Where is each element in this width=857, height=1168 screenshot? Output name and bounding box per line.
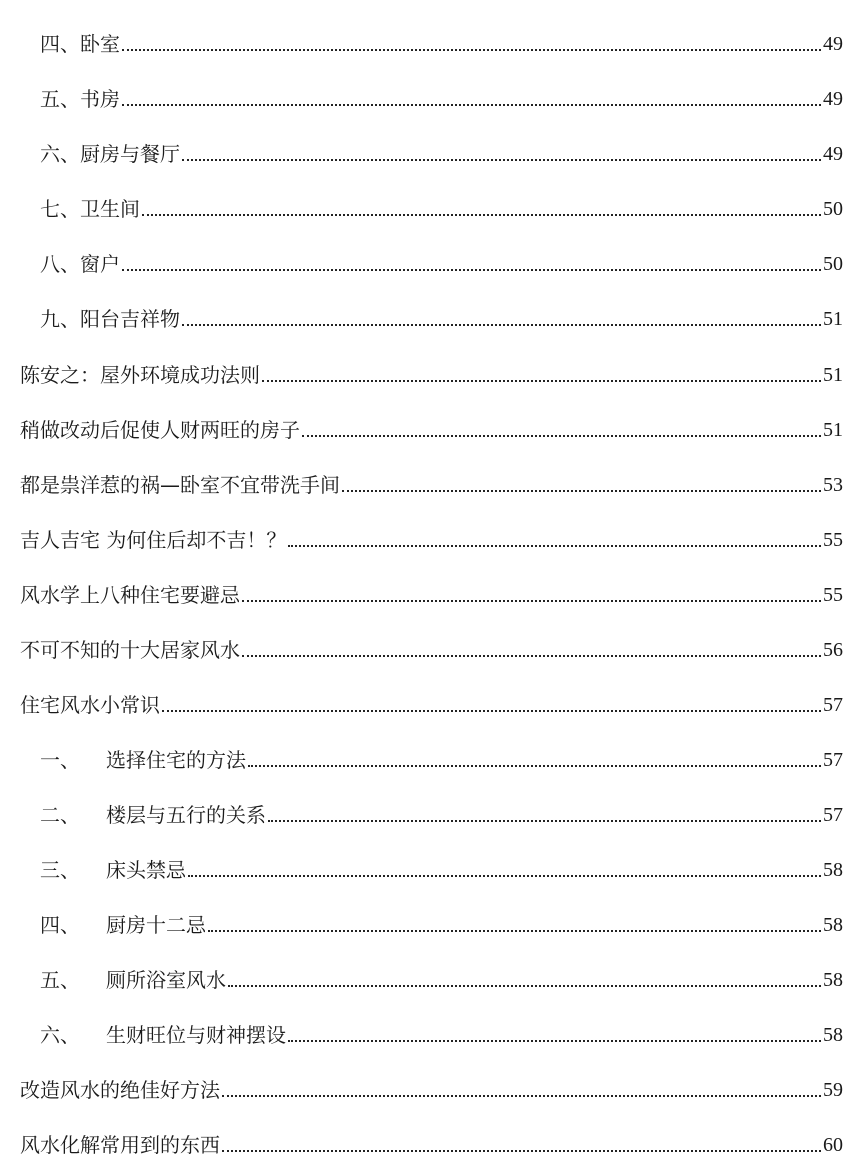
toc-entry-number: 五、 — [40, 968, 80, 992]
toc-entry-title: 风水化解常用到的东西 — [20, 1133, 220, 1157]
toc-entry — [40, 1013, 843, 1047]
toc-entry-title: 都是祟洋惹的祸—卧室不宜带洗手间 — [20, 473, 340, 497]
toc-entry-title: 六、厨房与餐厅 — [40, 142, 180, 166]
toc-entry-title: 陈安之：屋外环境成功法则 — [20, 363, 260, 387]
toc-leader-dots — [262, 380, 821, 382]
toc-entry-title — [40, 913, 206, 937]
toc-entry — [40, 187, 843, 221]
toc-entry-number: 三、 — [40, 858, 80, 882]
toc-entry-page: 51 — [823, 308, 843, 330]
toc-leader-dots — [122, 104, 821, 106]
toc-leader-dots — [222, 1095, 821, 1097]
toc-entry-title — [40, 1023, 286, 1047]
toc-entry — [40, 903, 843, 937]
toc-entry-title — [40, 858, 186, 882]
toc-leader-dots — [228, 985, 821, 987]
toc-entry-number: 六、 — [40, 1023, 80, 1047]
toc-leader-dots — [208, 930, 821, 932]
toc-entry — [20, 1068, 843, 1102]
toc-entry — [20, 518, 843, 552]
toc-entry-title: 稍做改动后促使人财两旺的房子 — [20, 418, 300, 442]
toc-entry — [20, 353, 843, 387]
toc-entry-page: 51 — [823, 364, 843, 386]
toc-entry-text: 床头禁忌 — [106, 858, 186, 882]
toc-entry-title: 吉人吉宅 为何住后却不吉！？ — [20, 528, 287, 552]
toc-leader-dots — [122, 49, 821, 51]
toc-leader-dots — [142, 214, 821, 216]
toc-entry-title: 风水学上八种住宅要避忌 — [20, 583, 240, 607]
toc-entry-page: 57 — [823, 749, 843, 771]
toc-leader-dots — [248, 765, 821, 767]
toc-entry-title: 改造风水的绝佳好方法 — [20, 1078, 220, 1102]
toc-entry — [40, 738, 843, 772]
toc-entry — [40, 242, 843, 276]
toc-entry-page: 49 — [823, 33, 843, 55]
toc-entry-title: 八、窗户 — [40, 252, 120, 276]
toc-leader-dots — [182, 324, 821, 326]
toc-entry — [20, 573, 843, 607]
toc-entry-page: 57 — [823, 694, 843, 716]
toc-entry-page: 58 — [823, 914, 843, 936]
toc-entry-title: 住宅风水小常识 — [20, 693, 160, 717]
toc-entry-text: 生财旺位与财神摆设 — [106, 1023, 286, 1047]
toc-leader-dots — [222, 1150, 821, 1152]
toc-leader-dots — [288, 545, 821, 547]
toc-entry-page: 59 — [823, 1079, 843, 1101]
toc-entry-page: 56 — [823, 639, 843, 661]
toc-entry — [20, 683, 843, 717]
toc-entry-title — [40, 803, 266, 827]
toc-leader-dots — [302, 435, 821, 437]
toc-entry-text: 厨房十二忌 — [106, 913, 206, 937]
toc-entry-text: 选择住宅的方法 — [106, 748, 246, 772]
toc-entry-number: 一、 — [40, 748, 80, 772]
toc-entry — [20, 463, 843, 497]
toc-entry-page: 51 — [823, 419, 843, 441]
toc-leader-dots — [288, 1040, 821, 1042]
toc-entry-page: 53 — [823, 474, 843, 496]
toc-entry — [20, 1123, 843, 1157]
toc-entry-number: 二、 — [40, 803, 80, 827]
toc-entry-number: 四、 — [40, 913, 80, 937]
toc-entry-page: 58 — [823, 859, 843, 881]
toc-entry-page: 49 — [823, 88, 843, 110]
toc-entry — [40, 958, 843, 992]
toc-entry-text: 楼层与五行的关系 — [106, 803, 266, 827]
toc-entry-title: 五、书房 — [40, 87, 120, 111]
toc-leader-dots — [342, 490, 821, 492]
toc-entry — [20, 408, 843, 442]
toc-leader-dots — [242, 655, 821, 657]
toc-entry-page: 58 — [823, 969, 843, 991]
toc-leader-dots — [268, 820, 821, 822]
toc-entry-title: 不可不知的十大居家风水 — [20, 638, 240, 662]
toc-entry-page: 60 — [823, 1134, 843, 1156]
toc-entry-page: 55 — [823, 529, 843, 551]
toc-entry — [40, 793, 843, 827]
toc-entry-title: 九、阳台吉祥物 — [40, 307, 180, 331]
toc-entry — [40, 22, 843, 56]
toc-entry — [40, 848, 843, 882]
toc-leader-dots — [242, 600, 821, 602]
toc-entry — [40, 297, 843, 331]
toc-entry-page: 50 — [823, 253, 843, 275]
toc-entry — [40, 132, 843, 166]
toc-entry-page: 55 — [823, 584, 843, 606]
toc-entry-title: 四、卧室 — [40, 32, 120, 56]
toc-entry-page: 57 — [823, 804, 843, 826]
toc-entry-page: 49 — [823, 143, 843, 165]
toc-entry — [40, 77, 843, 111]
toc-entry-title — [40, 968, 226, 992]
toc-entry-title: 七、卫生间 — [40, 197, 140, 221]
toc-entry — [20, 628, 843, 662]
toc-entry-title — [40, 748, 246, 772]
toc-leader-dots — [162, 710, 821, 712]
toc-leader-dots — [182, 159, 821, 161]
toc-entry-page: 50 — [823, 198, 843, 220]
toc-entry-text: 厕所浴室风水 — [106, 968, 226, 992]
toc-leader-dots — [122, 269, 821, 271]
toc-entry-page: 58 — [823, 1024, 843, 1046]
toc-leader-dots — [188, 875, 821, 877]
